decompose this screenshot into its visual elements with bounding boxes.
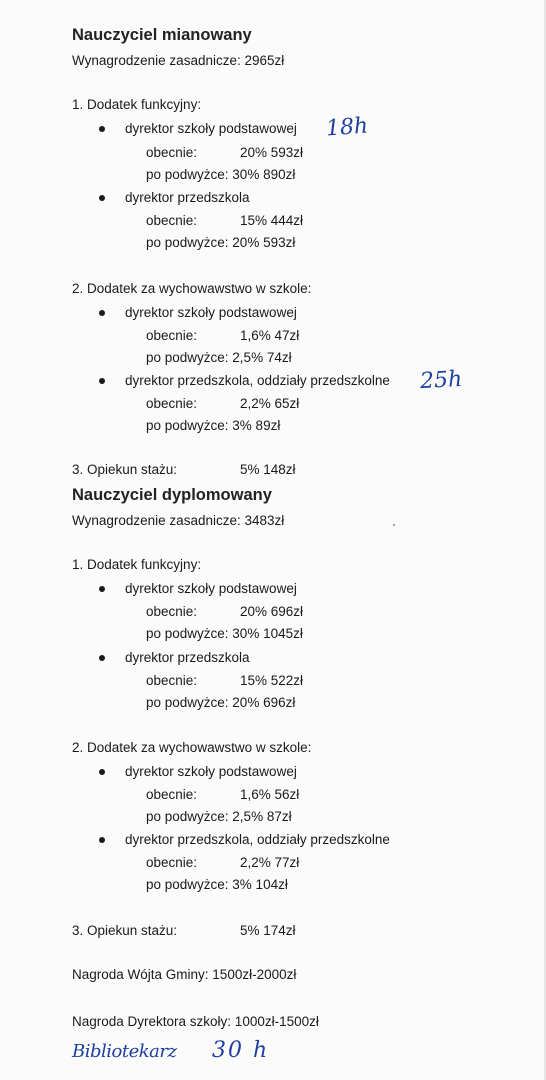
handwritten-note-18h: 18h [325,113,369,142]
functional-heading-dyplomowany: 1. Dodatek funkcyjny: [72,557,202,572]
bullet-icon [99,769,105,775]
current-value: 15% 522zł [240,673,304,688]
after-raise: po podwyżce: 2,5% 74zł [146,350,292,365]
after-raise: po podwyżce: 30% 890zł [146,167,296,182]
list-item: dyrektor przedszkola [125,190,250,205]
list-item: dyrektor przedszkola [125,650,250,665]
after-raise: po podwyżce: 30% 1045zł [146,626,303,641]
award-director: Nagroda Dyrektora szkoły: 1000zł-1500zł [72,1014,319,1029]
handwritten-librarian-hours: 30 h [212,1038,270,1063]
current-label: obecnie: [146,673,198,688]
current-label: obecnie: [146,604,198,619]
bullet-icon [99,655,105,661]
current-value: 1,6% 47zł [240,328,300,343]
mentor-value-mianowany: 5% 148zł [240,462,296,477]
mentor-value-dyplomowany: 5% 174zł [240,923,296,938]
list-item: dyrektor szkoły podstawowej [125,305,297,320]
current-label: obecnie: [146,213,198,228]
after-raise: po podwyżce: 2,5% 87zł [146,809,292,824]
current-value: 20% 696zł [240,604,304,619]
after-raise: po podwyżce: 20% 696zł [146,695,296,710]
section-title-dyplomowany: Nauczyciel dyplomowany [72,486,272,504]
list-item: dyrektor szkoły podstawowej [125,764,297,779]
bullet-icon [99,586,105,592]
bullet-icon [99,126,105,132]
current-label: obecnie: [146,855,198,870]
current-label: obecnie: [146,787,198,802]
current-value: 2,2% 65zł [240,396,300,411]
current-value: 15% 444zł [240,213,304,228]
after-raise: po podwyżce: 3% 89zł [146,418,281,433]
mentor-label-mianowany: 3. Opiekun stażu: [72,462,178,477]
list-item: dyrektor przedszkola, oddziały przedszkolne [125,832,390,847]
current-value: 2,2% 77zł [240,855,300,870]
current-label: obecnie: [146,145,198,160]
section-title-mianowany: Nauczyciel mianowany [72,26,252,44]
salary-dyplomowany: Wynagrodzenie zasadnicze: 3483zł [72,513,285,528]
mentor-label-dyplomowany: 3. Opiekun stażu: [72,923,178,938]
bullet-icon [99,195,105,201]
after-raise: po podwyżce: 20% 593zł [146,235,296,250]
salary-mianowany: Wynagrodzenie zasadnicze: 2965zł [72,53,285,68]
bullet-icon [99,378,105,384]
functional-heading-mianowany: 1. Dodatek funkcyjny: [72,97,202,112]
current-value: 20% 593zł [240,145,304,160]
handwritten-librarian: Bibliotekarz [72,1041,177,1062]
current-label: obecnie: [146,328,198,343]
list-item: dyrektor szkoły podstawowej [125,581,297,596]
award-wojt: Nagroda Wójta Gminy: 1500zł-2000zł [72,967,297,982]
list-item: dyrektor przedszkola, oddziały przedszkolne [125,373,390,388]
list-item: dyrektor szkoły podstawowej [125,121,297,136]
current-label: obecnie: [146,396,198,411]
tutoring-heading-mianowany: 2. Dodatek za wychowawstwo w szkole: [72,281,312,296]
bullet-icon [99,837,105,843]
bullet-icon [99,310,105,316]
scan-speck [393,524,395,526]
after-raise: po podwyżce: 3% 104zł [146,877,288,892]
handwritten-note-25h: 25h [419,366,463,395]
current-value: 1,6% 56zł [240,787,300,802]
tutoring-heading-dyplomowany: 2. Dodatek za wychowawstwo w szkole: [72,740,312,755]
